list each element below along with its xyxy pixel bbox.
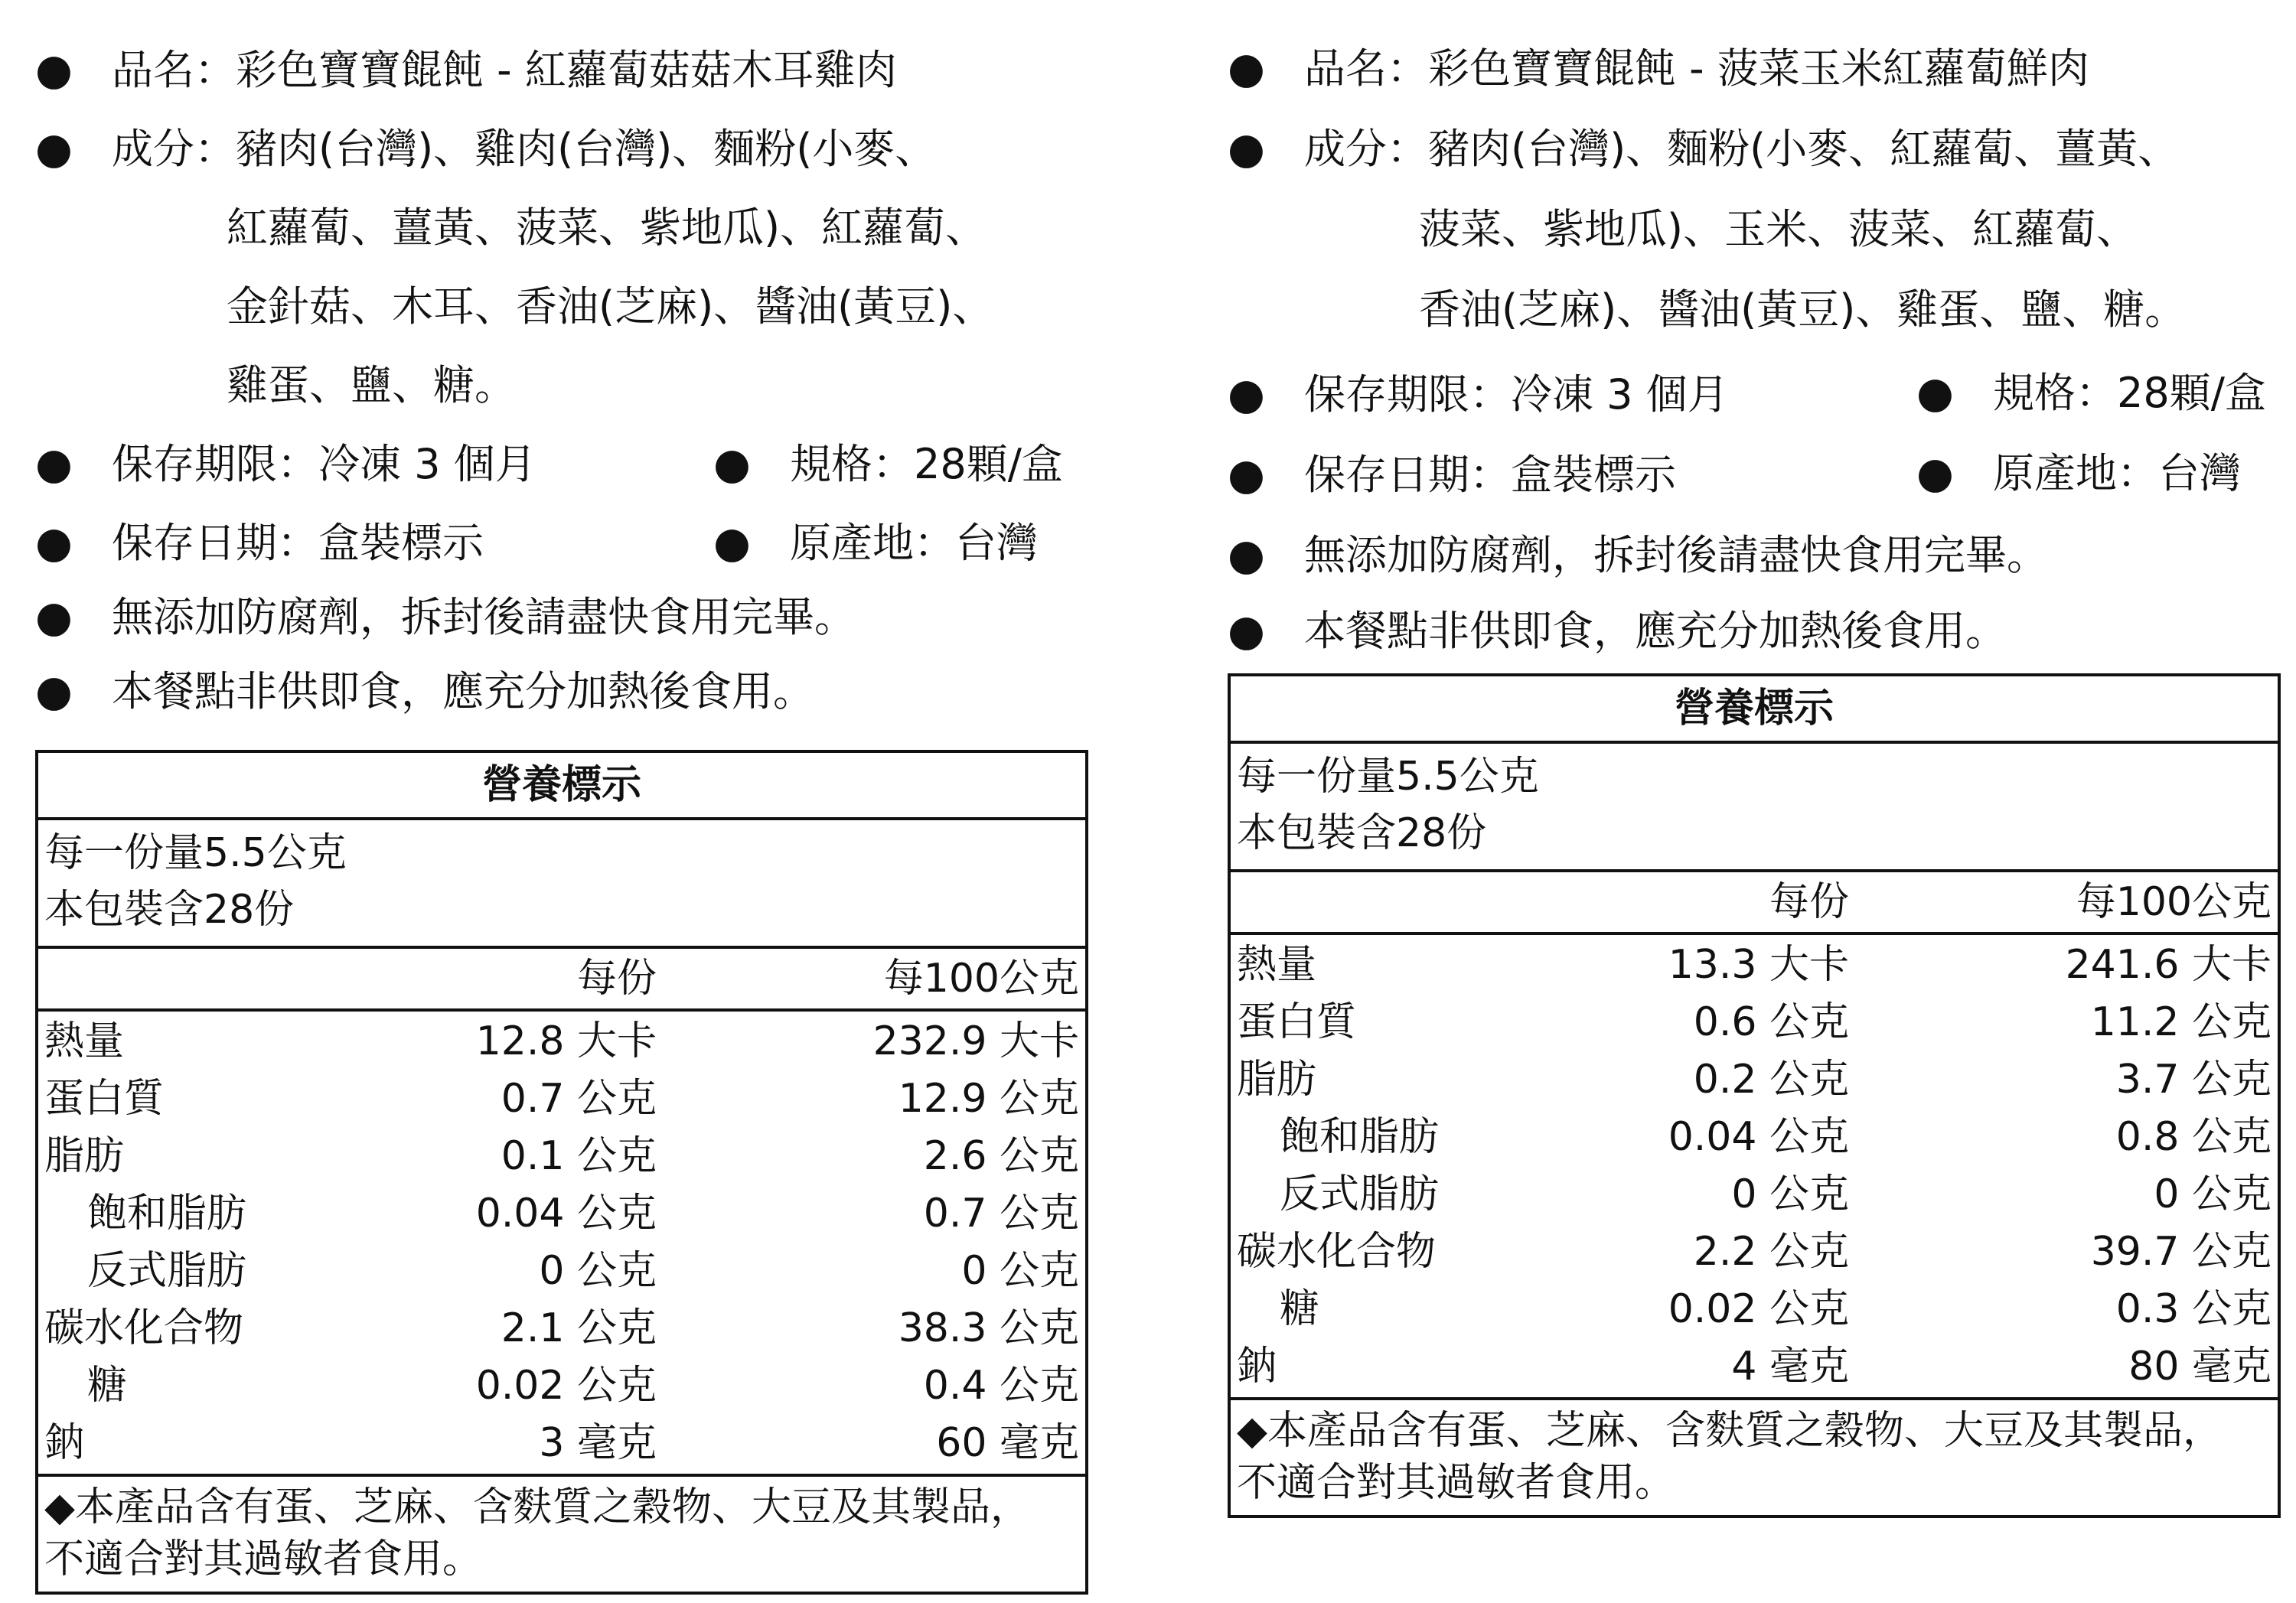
nutrient-per-100g: 2.6 公克 bbox=[923, 1133, 1079, 1179]
field-value: 豬肉(台灣)、麵粉(小麥、紅蘿蔔、薑黃、 bbox=[1428, 125, 2180, 173]
nutrient-name: 熱量 bbox=[44, 1018, 125, 1064]
field-label: 品名 bbox=[112, 46, 194, 94]
nutrient-name: 脂肪 bbox=[44, 1133, 125, 1179]
shelf-life-line bbox=[1228, 357, 1729, 433]
field-value: 冷凍 3 個月 bbox=[1511, 370, 1729, 419]
per-serving-header: 每份 bbox=[576, 956, 657, 1002]
field-label: 保存日期 bbox=[112, 519, 277, 567]
field-value: 無添加防腐劑，拆封後請盡快食用完畢。 bbox=[112, 593, 856, 641]
field-separator: ： bbox=[1469, 451, 1511, 499]
field-value: 本餐點非供即食，應充分加熱後食用。 bbox=[112, 667, 814, 715]
field-label: 品名 bbox=[1304, 44, 1387, 93]
allergen-line-1: ◆本產品含有蛋、芝麻、含麩質之穀物、大豆及其製品， bbox=[1237, 1408, 2223, 1454]
servings-per-package: 本包裝含28份 bbox=[1237, 810, 1487, 856]
bullet-icon: ● bbox=[35, 592, 73, 642]
nutrient-row-saturated-fat bbox=[38, 1185, 1085, 1243]
nutrient-per-100g: 38.3 公克 bbox=[898, 1305, 1079, 1351]
field-label: 規格 bbox=[1993, 369, 2076, 417]
nutrient-per-100g: 39.7 公克 bbox=[2090, 1229, 2272, 1275]
serving-info bbox=[38, 820, 1085, 949]
nutrient-name: 鈉 bbox=[1237, 1344, 1277, 1390]
bullet-icon: ● bbox=[1228, 370, 1265, 419]
product-name-line bbox=[1228, 31, 2089, 107]
field-label: 成分 bbox=[1304, 125, 1387, 173]
nutrient-row-saturated-fat bbox=[1231, 1109, 2278, 1166]
per-serving-header: 每份 bbox=[1769, 879, 1849, 925]
bullet-icon: ● bbox=[713, 518, 751, 568]
nutrient-per-100g: 0 公克 bbox=[961, 1248, 1079, 1294]
allergen-notice bbox=[38, 1477, 1085, 1592]
ingredients-continuation: 香油(芝麻)、醬油(黃豆)、雞蛋、鹽、糖。 bbox=[1419, 285, 2187, 334]
shelf-life-line bbox=[35, 426, 536, 503]
heating-notice-line bbox=[1228, 593, 2007, 670]
nutrient-name: 反式脂肪 bbox=[1280, 1171, 1440, 1217]
bullet-icon: ● bbox=[1228, 450, 1265, 500]
nutrient-name: 糖 bbox=[87, 1363, 128, 1409]
serving-size: 每一份量5.5公克 bbox=[1237, 754, 1539, 800]
nutrient-row-trans-fat bbox=[1231, 1166, 2278, 1223]
nutrient-row-sugar bbox=[38, 1357, 1085, 1415]
nutrient-per-100g: 3.7 公克 bbox=[2115, 1057, 2272, 1103]
field-separator: ： bbox=[872, 440, 914, 488]
nutrient-row-fat bbox=[1231, 1051, 2278, 1109]
field-label: 規格 bbox=[790, 440, 872, 488]
storage-date-line bbox=[35, 505, 484, 582]
field-separator: ： bbox=[194, 46, 236, 94]
spec-line bbox=[1916, 355, 2266, 432]
field-label: 保存期限 bbox=[1304, 370, 1469, 419]
field-separator: ： bbox=[2117, 449, 2158, 497]
nutrient-per-serving: 12.8 大卡 bbox=[475, 1018, 657, 1064]
nutrient-row-sugar bbox=[1231, 1281, 2278, 1338]
spec-line bbox=[713, 426, 1063, 503]
nutrition-facts-table bbox=[35, 750, 1088, 1595]
nutrient-per-100g: 232.9 大卡 bbox=[872, 1018, 1079, 1064]
field-value: 無添加防腐劑，拆封後請盡快食用完畢。 bbox=[1304, 531, 2048, 579]
nutrient-row-calories bbox=[1231, 937, 2278, 994]
nutrient-name: 碳水化合物 bbox=[44, 1305, 244, 1351]
field-separator: ： bbox=[1469, 370, 1511, 419]
origin-line bbox=[1916, 435, 2241, 512]
allergen-line-2: 不適合對其過敏者食用。 bbox=[44, 1536, 483, 1582]
ingredients-line bbox=[1228, 111, 2179, 187]
field-value: 台灣 bbox=[955, 519, 1038, 567]
nutrient-rows bbox=[1231, 935, 2278, 1400]
nutrient-per-100g: 60 毫克 bbox=[936, 1420, 1079, 1466]
bullet-icon: ● bbox=[713, 439, 751, 489]
nutrient-row-carbohydrate bbox=[38, 1300, 1085, 1357]
field-value: 豬肉(台灣)、雞肉(台灣)、麵粉(小麥、 bbox=[236, 125, 937, 173]
nutrient-name: 碳水化合物 bbox=[1237, 1229, 1437, 1275]
bullet-icon: ● bbox=[1916, 448, 1954, 498]
nutrient-per-serving: 0.6 公克 bbox=[1693, 999, 1849, 1045]
field-separator: ： bbox=[914, 519, 955, 567]
ingredients-continuation: 菠菜、紫地瓜)、玉米、菠菜、紅蘿蔔、 bbox=[1419, 205, 2138, 253]
field-label: 原產地 bbox=[1993, 449, 2117, 497]
nutrient-name: 蛋白質 bbox=[44, 1076, 165, 1122]
nutrition-title: 營養標示 bbox=[1231, 676, 2278, 744]
nutrient-name: 鈉 bbox=[44, 1420, 85, 1466]
nutrient-row-carbohydrate bbox=[1231, 1223, 2278, 1281]
nutrient-per-100g: 241.6 大卡 bbox=[2065, 942, 2272, 988]
nutrient-row-fat bbox=[38, 1128, 1085, 1185]
field-label: 成分 bbox=[112, 125, 194, 173]
nutrient-per-serving: 0.2 公克 bbox=[1693, 1057, 1849, 1103]
nutrient-name: 糖 bbox=[1280, 1286, 1320, 1332]
ingredients-line bbox=[35, 111, 936, 187]
bullet-icon: ● bbox=[1228, 124, 1265, 174]
field-value: 盒裝標示 bbox=[318, 519, 484, 567]
bullet-icon: ● bbox=[1916, 368, 1954, 418]
nutrient-row-sodium bbox=[38, 1415, 1085, 1472]
nutrient-per-serving: 2.1 公克 bbox=[501, 1305, 657, 1351]
nutrient-per-100g: 12.9 公克 bbox=[898, 1076, 1079, 1122]
allergen-line-1: ◆本產品含有蛋、芝麻、含麩質之穀物、大豆及其製品， bbox=[44, 1484, 1030, 1530]
nutrient-per-serving: 2.2 公克 bbox=[1693, 1229, 1849, 1275]
field-label: 保存期限 bbox=[112, 440, 277, 488]
bullet-icon: ● bbox=[35, 518, 73, 568]
nutrient-per-100g: 0.3 公克 bbox=[2115, 1286, 2272, 1332]
nutrient-row-sodium bbox=[1231, 1338, 2278, 1396]
bullet-icon: ● bbox=[35, 439, 73, 489]
field-separator: ： bbox=[194, 125, 236, 173]
nutrient-name: 飽和脂肪 bbox=[87, 1191, 247, 1236]
no-preservatives-line bbox=[1228, 517, 2048, 594]
field-value: 本餐點非供即食，應充分加熱後食用。 bbox=[1304, 607, 2007, 655]
per-100g-header: 每100公克 bbox=[883, 956, 1079, 1002]
nutrient-name: 飽和脂肪 bbox=[1280, 1114, 1440, 1160]
nutrient-per-100g: 0.8 公克 bbox=[2115, 1114, 2272, 1160]
ingredients-continuation: 紅蘿蔔、薑黃、菠菜、紫地瓜)、紅蘿蔔、 bbox=[227, 204, 987, 252]
heating-notice-line bbox=[35, 653, 814, 730]
allergen-notice bbox=[1231, 1400, 2278, 1515]
field-value: 彩色寶寶餛飩 - 菠菜玉米紅蘿蔔鮮肉 bbox=[1428, 44, 2089, 93]
field-separator: ： bbox=[1387, 44, 1428, 93]
bullet-icon: ● bbox=[35, 45, 73, 95]
product-name-line bbox=[35, 32, 897, 109]
field-label: 保存日期 bbox=[1304, 451, 1469, 499]
column-header-row bbox=[1231, 872, 2278, 935]
serving-info bbox=[1231, 744, 2278, 872]
serving-size: 每一份量5.5公克 bbox=[44, 830, 347, 876]
nutrient-per-100g: 0.4 公克 bbox=[923, 1363, 1079, 1409]
nutrient-per-100g: 11.2 公克 bbox=[2090, 999, 2272, 1045]
nutrient-name: 熱量 bbox=[1237, 942, 1317, 988]
field-separator: ： bbox=[1387, 125, 1428, 173]
nutrient-per-100g: 0.7 公克 bbox=[923, 1191, 1079, 1236]
ingredients-continuation: 雞蛋、鹽、糖。 bbox=[227, 361, 516, 409]
field-value: 台灣 bbox=[2158, 449, 2241, 497]
origin-line bbox=[713, 505, 1038, 582]
nutrient-name: 脂肪 bbox=[1237, 1057, 1317, 1103]
nutrient-name: 反式脂肪 bbox=[87, 1248, 247, 1294]
nutrient-per-serving: 0.02 公克 bbox=[1668, 1286, 1849, 1332]
nutrient-row-calories bbox=[38, 1013, 1085, 1070]
nutrient-row-protein bbox=[38, 1070, 1085, 1128]
storage-date-line bbox=[1228, 437, 1676, 513]
nutrient-per-serving: 13.3 大卡 bbox=[1668, 942, 1849, 988]
nutrient-per-100g: 0 公克 bbox=[2154, 1171, 2272, 1217]
nutrient-per-100g: 80 毫克 bbox=[2128, 1344, 2272, 1390]
nutrient-per-serving: 0 公克 bbox=[539, 1248, 657, 1294]
bullet-icon: ● bbox=[35, 124, 73, 174]
nutrition-title: 營養標示 bbox=[38, 753, 1085, 820]
field-value: 冷凍 3 個月 bbox=[318, 440, 536, 488]
field-separator: ： bbox=[277, 440, 318, 488]
nutrient-rows bbox=[38, 1012, 1085, 1477]
no-preservatives-line bbox=[35, 579, 856, 656]
nutrient-per-serving: 0.7 公克 bbox=[501, 1076, 657, 1122]
nutrient-per-serving: 3 毫克 bbox=[539, 1420, 657, 1466]
nutrient-row-trans-fat bbox=[38, 1243, 1085, 1300]
nutrient-per-serving: 0 公克 bbox=[1731, 1171, 1849, 1217]
nutrient-per-serving: 0.1 公克 bbox=[501, 1133, 657, 1179]
field-value: 盒裝標示 bbox=[1511, 451, 1676, 499]
per-100g-header: 每100公克 bbox=[2076, 879, 2272, 925]
field-value: 28顆/盒 bbox=[914, 440, 1063, 488]
nutrient-per-serving: 0.02 公克 bbox=[475, 1363, 657, 1409]
bullet-icon: ● bbox=[1228, 606, 1265, 656]
field-separator: ： bbox=[277, 519, 318, 567]
field-value: 彩色寶寶餛飩 - 紅蘿蔔菇菇木耳雞肉 bbox=[236, 46, 897, 94]
allergen-line-2: 不適合對其過敏者食用。 bbox=[1237, 1460, 1675, 1506]
nutrient-row-protein bbox=[1231, 994, 2278, 1051]
column-header-row bbox=[38, 949, 1085, 1012]
servings-per-package: 本包裝含28份 bbox=[44, 887, 295, 933]
field-label: 原產地 bbox=[790, 519, 914, 567]
bullet-icon: ● bbox=[1228, 44, 1265, 93]
bullet-icon: ● bbox=[1228, 530, 1265, 580]
bullet-icon: ● bbox=[35, 666, 73, 716]
field-separator: ： bbox=[2076, 369, 2117, 417]
nutrient-per-serving: 0.04 公克 bbox=[475, 1191, 657, 1236]
nutrient-per-serving: 4 毫克 bbox=[1731, 1344, 1849, 1390]
nutrient-per-serving: 0.04 公克 bbox=[1668, 1114, 1849, 1160]
nutrient-name: 蛋白質 bbox=[1237, 999, 1357, 1045]
ingredients-continuation: 金針菇、木耳、香油(芝麻)、醬油(黃豆)、 bbox=[227, 282, 994, 331]
nutrition-facts-table bbox=[1228, 673, 2281, 1518]
field-value: 28顆/盒 bbox=[2117, 369, 2266, 417]
